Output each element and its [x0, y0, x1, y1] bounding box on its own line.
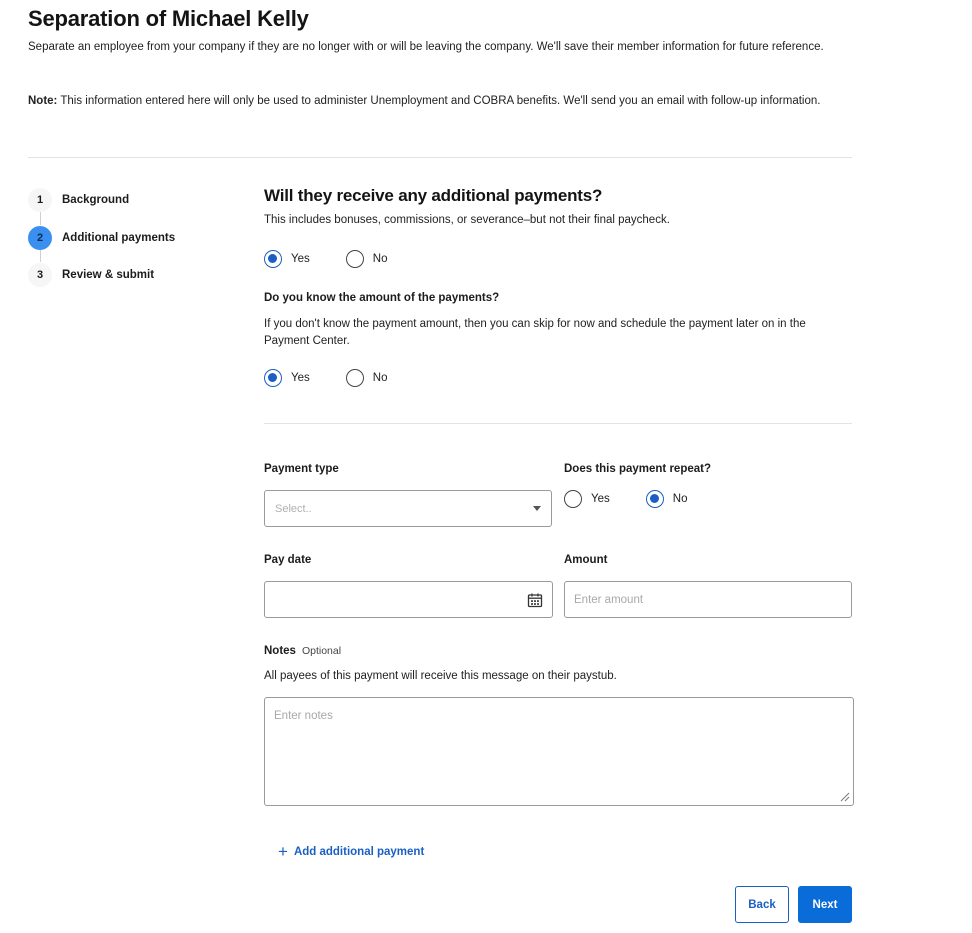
additional-payments-yes-radio[interactable] [264, 250, 310, 268]
repeat-yes-radio[interactable] [564, 490, 610, 508]
step-number: 3 [28, 263, 52, 287]
chevron-down-icon [533, 506, 541, 511]
page-note [28, 93, 828, 111]
step-review-submit[interactable] [28, 263, 154, 287]
optional-tag: Optional [301, 645, 342, 657]
resize-handle-icon[interactable] [838, 790, 850, 802]
payment-type-label: Payment type [264, 463, 339, 475]
radio-selected-indicator[interactable] [646, 490, 664, 508]
pay-date-label: Pay date [264, 554, 312, 566]
page-title: Separation of Michael Kelly [28, 6, 309, 31]
step-background[interactable] [28, 188, 129, 212]
step-additional-payments[interactable] [28, 226, 175, 250]
stepper-connector [40, 212, 41, 225]
know-amount-radio-group [264, 369, 387, 387]
notes-help: All payees of this payment will receive this message on their paystub. [264, 670, 617, 682]
repeat-no-radio[interactable] [646, 490, 688, 508]
additional-payments-radio-group [264, 250, 387, 268]
radio-indicator[interactable] [346, 250, 364, 268]
radio-label: No [372, 253, 388, 265]
section-divider [264, 423, 852, 424]
plus-icon: + [278, 842, 288, 861]
additional-payments-no-radio[interactable] [346, 250, 388, 268]
back-button[interactable]: Back [735, 886, 789, 923]
notes-label-text: Notes [264, 645, 296, 657]
radio-label: No [372, 372, 388, 384]
radio-selected-indicator[interactable] [264, 369, 282, 387]
radio-label: Yes [291, 372, 310, 384]
payment-type-placeholder: Select.. [275, 502, 312, 515]
amount-input[interactable] [564, 581, 852, 618]
step-number: 1 [28, 188, 52, 212]
know-amount-help: If you don't know the payment amount, then you can skip for now and schedule the payment later on in the Payment Center. [264, 318, 806, 347]
radio-label: No [672, 493, 688, 505]
know-amount-yes-radio[interactable] [264, 369, 310, 387]
add-payment-label: Add additional payment [293, 846, 425, 858]
step-label: Additional payments [62, 232, 176, 244]
section-title: Will they receive any additional payments? [264, 186, 603, 205]
calendar-icon[interactable] [527, 592, 543, 608]
header-divider [28, 157, 852, 158]
know-amount-question: Do you know the amount of the payments? [264, 292, 500, 304]
note-text: This information entered here will only be used to administer Unemployment and COBRA benefits. We'll send you an email with follow-up information. [57, 95, 821, 107]
know-amount-no-radio[interactable] [346, 369, 388, 387]
radio-label: Yes [291, 253, 310, 265]
pay-date-input[interactable] [264, 581, 553, 618]
section-subtitle: This includes bonuses, commissions, or severance–but not their final paycheck. [264, 214, 670, 226]
repeat-question: Does this payment repeat? [564, 463, 711, 475]
radio-selected-indicator[interactable] [264, 250, 282, 268]
step-label: Background [62, 194, 130, 206]
next-button[interactable]: Next [798, 886, 852, 923]
repeat-radio-group [564, 490, 687, 508]
radio-indicator[interactable] [346, 369, 364, 387]
stepper-connector [40, 249, 41, 262]
amount-label: Amount [564, 554, 608, 566]
radio-indicator[interactable] [564, 490, 582, 508]
page-intro: Separate an employee from your company if they are no longer with or will be leaving the company. We'll save their member information for future reference. [28, 41, 824, 53]
payment-type-select[interactable] [264, 490, 552, 527]
notes-textarea[interactable] [264, 697, 854, 806]
step-label: Review & submit [62, 269, 155, 281]
add-additional-payment-link[interactable] [278, 842, 425, 861]
note-label: Note: [28, 95, 58, 107]
radio-label: Yes [591, 493, 610, 505]
step-number: 2 [28, 226, 52, 250]
notes-label [264, 645, 341, 657]
